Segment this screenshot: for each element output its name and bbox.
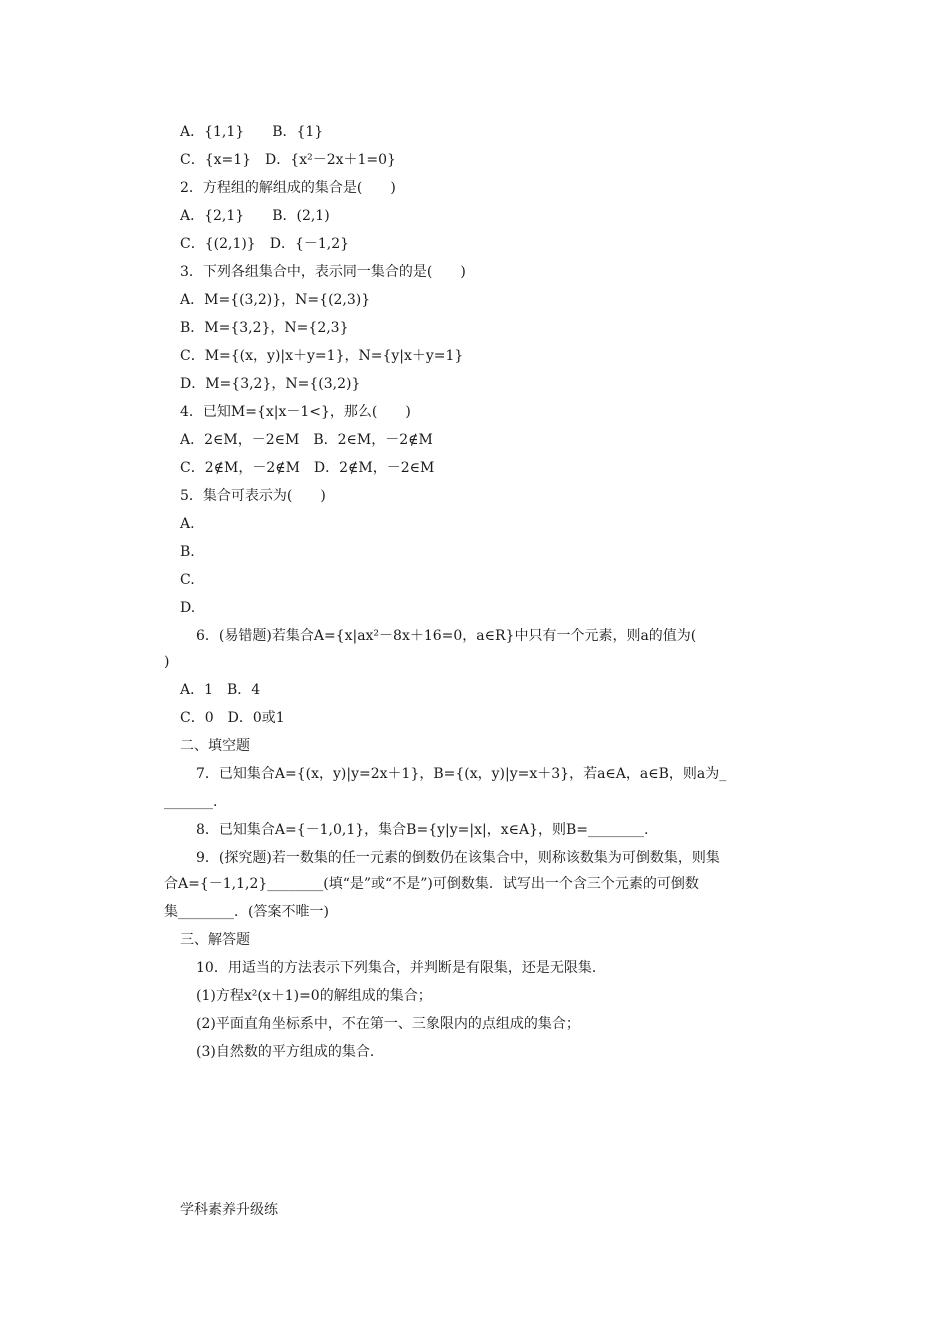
q8-stem: 8．已知集合A={－1,0,1}，集合B={y|y=|x|，x∈A}，则B=________. xyxy=(196,822,649,838)
q4-stem: 4．已知M={x|x－1<}，那么( ) xyxy=(180,404,411,420)
q1-options-cd: C．{x=1} D．{x²－2x＋1=0} xyxy=(180,152,396,168)
q2-options-cd: C．{(2,1)} D．{－1,2} xyxy=(180,236,350,252)
q4-options-ab: A．2∈M，－2∈M B．2∈M，－2∉M xyxy=(180,432,433,448)
q3-option-b: B．M={3,2}，N={2,3} xyxy=(180,320,349,336)
q10-part-1: (1)方程x²(x＋1)=0的解组成的集合； xyxy=(196,988,432,1004)
q6-stem: 6．(易错题)若集合A={x|ax²－8x＋16=0，a∈R}中只有一个元素，则a的值为( xyxy=(196,628,697,644)
q3-option-c: C．M={(x，y)|x＋y=1}，N={y|x＋y=1} xyxy=(180,348,464,364)
q5-option-c: C. xyxy=(180,572,195,588)
q3-stem: 3．下列各组集合中，表示同一集合的是( ) xyxy=(180,264,466,280)
q6-stem-continued: ) xyxy=(164,654,170,670)
q3-option-a: A．M={(3,2)}，N={(2,3)} xyxy=(180,292,371,308)
q10-part-3: (3)自然数的平方组成的集合． xyxy=(196,1044,384,1060)
q1-options-ab: A．{1,1} B．{1} xyxy=(180,124,324,140)
q6-options-cd: C．0 D．0或1 xyxy=(180,710,285,726)
q9-stem-continued-2: 集________．(答案不唯一) xyxy=(164,904,329,920)
q9-stem-continued-1: 合A={－1,1,2}________(填“是”或“不是”)可倒数集．试写出一个含三个元素的可倒数 xyxy=(164,876,699,892)
q6-options-ab: A．1 B．4 xyxy=(180,682,261,698)
q5-option-d: D. xyxy=(180,600,196,616)
q7-stem-continued: _______. xyxy=(164,794,218,810)
section-answer-heading: 三、解答题 xyxy=(180,932,250,948)
q7-stem: 7．已知集合A={(x，y)|y=2x＋1}，B={(x，y)|y=x＋3}，若a∈A，a∈B，则a为_ xyxy=(196,766,727,782)
q5-option-b: B. xyxy=(180,544,195,560)
q2-stem: 2．方程组的解组成的集合是( ) xyxy=(180,180,396,196)
section-title-literacy-practice: 学科素养升级练 xyxy=(180,1202,278,1218)
q4-options-cd: C．2∉M，－2∉M D．2∉M，－2∈M xyxy=(180,460,435,476)
q2-options-ab: A．{2,1} B．(2,1) xyxy=(180,208,330,224)
q10-part-2: (2)平面直角坐标系中，不在第一、三象限内的点组成的集合； xyxy=(196,1016,580,1032)
q3-option-d: D．M={3,2}，N={(3,2)} xyxy=(180,376,361,392)
q9-stem: 9．(探究题)若一数集的任一元素的倒数仍在该集合中，则称该数集为可倒数集，则集 xyxy=(196,850,720,866)
section-fill-in-heading: 二、填空题 xyxy=(180,738,250,754)
q5-option-a: A. xyxy=(180,516,195,532)
q10-stem: 10．用适当的方法表示下列集合，并判断是有限集，还是无限集． xyxy=(196,960,606,976)
q5-stem: 5．集合可表示为( ) xyxy=(180,488,326,504)
